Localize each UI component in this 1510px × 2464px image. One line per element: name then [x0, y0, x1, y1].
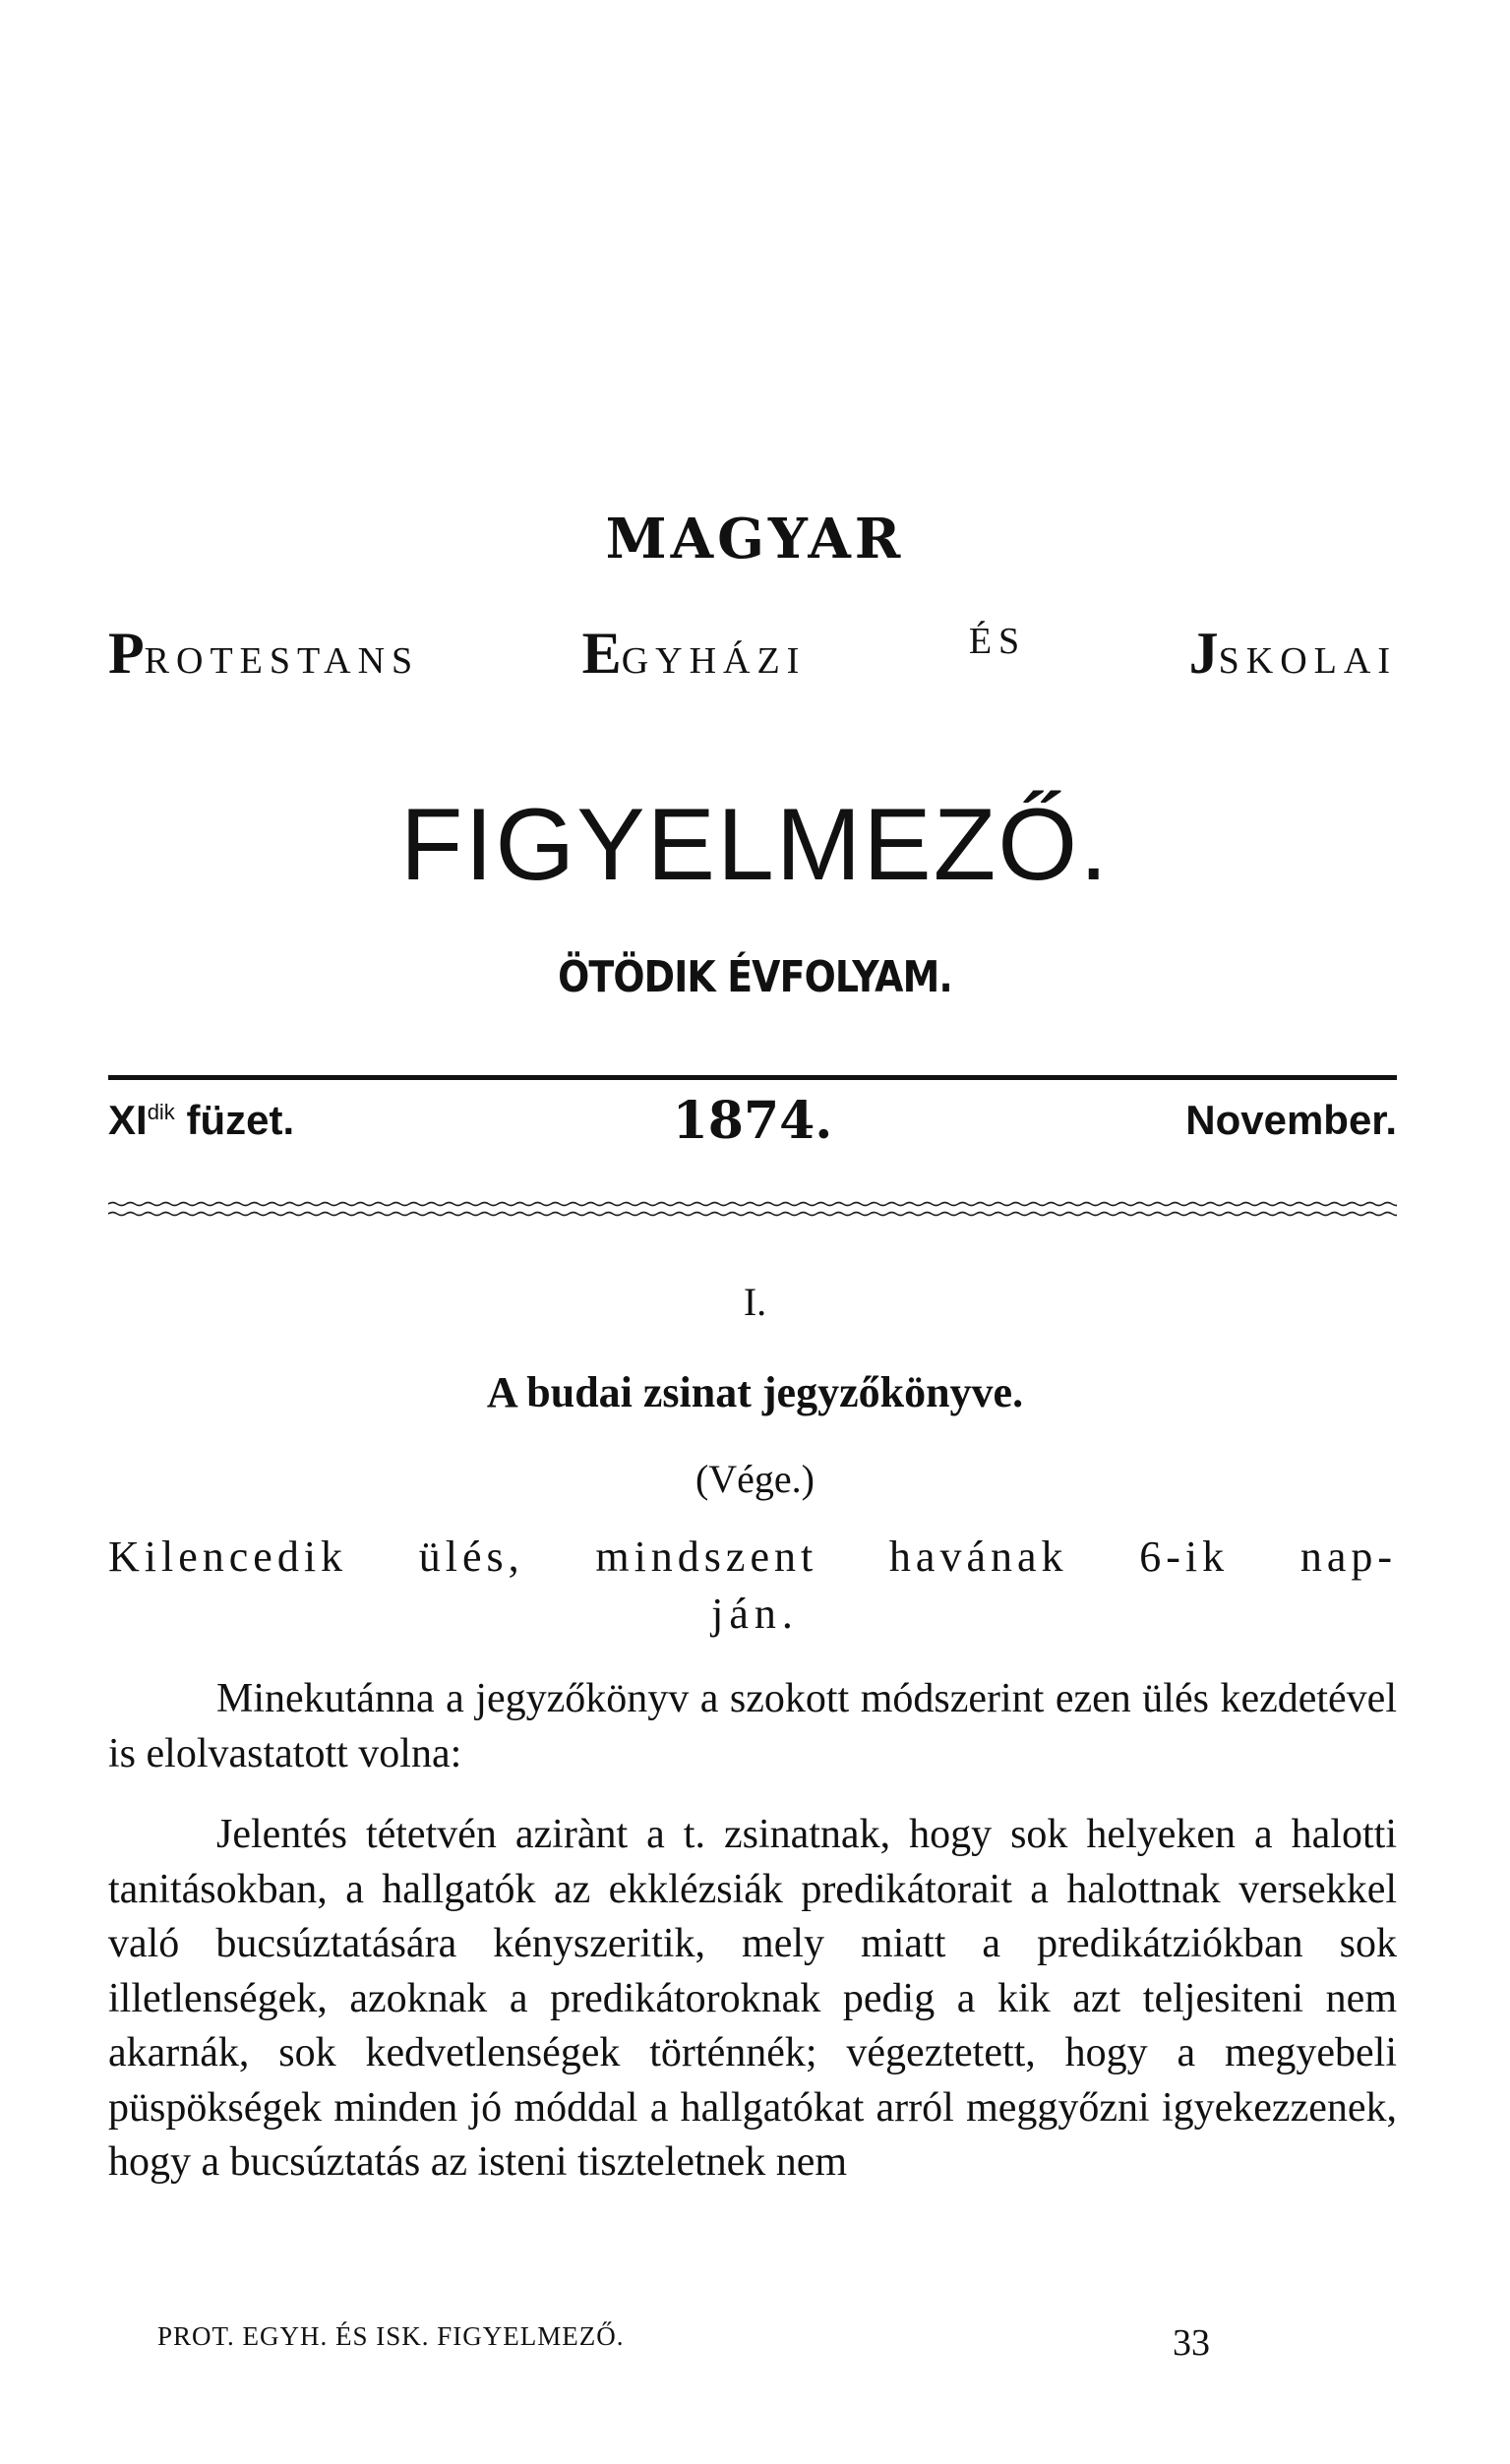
initial-letter: J [1188, 621, 1219, 686]
word-rest: ROTESTANS [144, 640, 420, 682]
word-rest: GYHÁZI [621, 640, 807, 682]
word-rest: SKOLAI [1218, 640, 1397, 682]
wavy-divider [108, 1195, 1397, 1223]
issue-line [108, 1091, 1397, 1166]
masthead-subtitle [108, 620, 1397, 688]
session-heading-tail: ján. [711, 1590, 799, 1638]
masthead-word-iskolai [1189, 620, 1397, 688]
page-number: 33 [1173, 2322, 1210, 2364]
page-footer [157, 2321, 1210, 2365]
article-note: (Vége.) [695, 1457, 815, 1501]
issue-year: 1874. [672, 1091, 833, 1151]
article-title: A budai zsinat jegyzőkönyve. [486, 1368, 1024, 1416]
masthead-word-es: ÉS [968, 621, 1027, 662]
initial-letter: E [581, 621, 622, 686]
paragraph: Minekutánna a jegyzőkönyv a szokott módszerint ezen ülés kezdetével is elolvastatott volna: [108, 1676, 1397, 1776]
issue-suffix: dik [147, 1100, 175, 1124]
running-title: PROT. EGYH. ÉS ISK. FIGYELMEZŐ. [157, 2321, 625, 2351]
issue-roman: XI [108, 1097, 148, 1143]
issue-month: November. [1185, 1097, 1397, 1143]
initial-letter: P [108, 621, 145, 686]
session-heading: Kilencedik ülés, mindszent havának 6-ik nap- [108, 1532, 1397, 1581]
masthead-word-protestans [108, 620, 419, 688]
masthead-title: FIGYELMEZŐ. [399, 788, 1111, 902]
paragraph: Jelentés tétetvén azirànt a t. zsinatnak, hogy sok helyeken a halotti tanitásokban, a hallgatók az ekklézsiák predikátorait a halottnak versekkel való bucsúztatására kényszeritik, mely miatt a predikátziókban sok illetlenségek, azoknak a predikátoroknak pedig a kik azt teljesiteni nem akarnák, sok kedvetlenségek történnék; végeztetett, hogy a megyebeli püspökségek minden jó móddal a hallgatókat arról meggyőzni igyekezzenek, hogy a bucsúztatás az isteni tiszteletnek nem [108, 1812, 1397, 2185]
volume-label: ÖTÖDIK ÉVFOLYAM. [558, 952, 952, 1002]
issue-label: füzet. [186, 1097, 295, 1143]
masthead-word-egyhazi [582, 620, 807, 688]
masthead-line-magyar: MAGYAR [605, 507, 905, 571]
section-number: I. [743, 1280, 767, 1324]
header-rule [108, 1075, 1397, 1080]
